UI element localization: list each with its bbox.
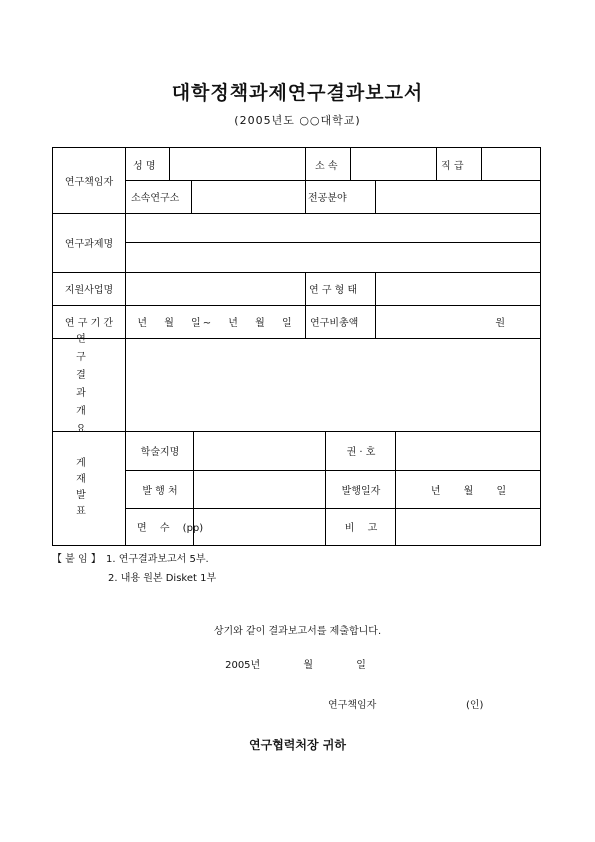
publisher-label: 발 행 처 — [142, 485, 178, 497]
institute-label: 소속연구소 — [131, 193, 180, 204]
remarks-field[interactable] — [397, 508, 540, 545]
date-line: 2005년 월 일 — [225, 660, 366, 671]
institute-field[interactable] — [193, 180, 304, 213]
document-subtitle: (2005년도 ○○대학교) — [234, 114, 361, 127]
research-type-field[interactable] — [377, 272, 540, 305]
declaration-text: 상기와 같이 결과보고서를 제출합니다. — [213, 626, 382, 637]
project-title-field-2[interactable] — [127, 242, 540, 272]
journal-label: 학술지명 — [140, 447, 180, 458]
remarks-label: 비 고 — [344, 523, 378, 534]
name-field[interactable] — [171, 148, 304, 180]
column-divider — [305, 272, 306, 338]
position-field[interactable] — [483, 148, 540, 180]
cost-unit[interactable]: 원 — [495, 318, 505, 329]
pages-field[interactable] — [279, 508, 324, 545]
affiliation-field[interactable] — [352, 148, 435, 180]
attachment-label: 【 붙 임 】 — [52, 554, 101, 565]
column-divider — [125, 148, 126, 545]
researcher-label: 연구책임자 — [64, 177, 114, 188]
column-divider — [191, 180, 192, 213]
position-label: 직 급 — [441, 160, 464, 172]
project-title-field-1[interactable] — [127, 213, 540, 242]
column-divider — [436, 148, 437, 180]
period-label: 연 구 기 간 — [64, 318, 114, 329]
pages-label: 면 수 (pp) — [137, 523, 204, 534]
major-field[interactable] — [377, 180, 540, 213]
column-divider — [169, 148, 170, 180]
document-title: 대학정책과제연구결과보고서 — [171, 82, 424, 104]
column-divider — [305, 180, 306, 213]
pubdate-label: 발행일자 — [341, 485, 381, 497]
attachment-item-1: 1. 연구결과보고서 5부. — [106, 554, 209, 565]
program-label: 지원사업명 — [64, 285, 114, 296]
attachment-item-2: 2. 내용 원본 Disket 1부 — [108, 573, 217, 584]
volume-field[interactable] — [397, 431, 540, 470]
summary-field[interactable] — [127, 338, 540, 431]
seal-mark: (인) — [466, 700, 484, 711]
journal-field[interactable] — [195, 431, 324, 470]
summary-label: 연구결과개요 — [76, 333, 112, 435]
addressee: 연구협력처장 귀하 — [249, 738, 346, 752]
volume-label: 권 · 호 — [346, 447, 376, 458]
column-divider — [375, 180, 376, 213]
column-divider — [305, 148, 306, 180]
project-title-label: 연구과제명 — [64, 239, 114, 250]
cost-label: 연구비총액 — [310, 318, 359, 329]
column-divider — [325, 431, 326, 545]
name-label: 성 명 — [133, 160, 156, 172]
program-field[interactable] — [127, 272, 304, 305]
pubdate-field[interactable]: 년 월 일 — [430, 485, 507, 497]
report-form-table — [52, 147, 541, 546]
column-divider — [350, 148, 351, 180]
column-divider — [395, 431, 396, 545]
signature-label: 연구책임자 — [328, 700, 377, 711]
research-type-label: 연 구 형 태 — [309, 285, 358, 296]
column-divider — [481, 148, 482, 180]
period-field[interactable]: 년 월 일~ 년 월 일 — [137, 318, 294, 329]
publication-label: 게재발표 — [76, 458, 108, 517]
major-label: 전공분야 — [308, 193, 347, 204]
publisher-field[interactable] — [195, 470, 324, 508]
affiliation-label: 소 속 — [315, 160, 338, 172]
column-divider — [375, 272, 376, 338]
